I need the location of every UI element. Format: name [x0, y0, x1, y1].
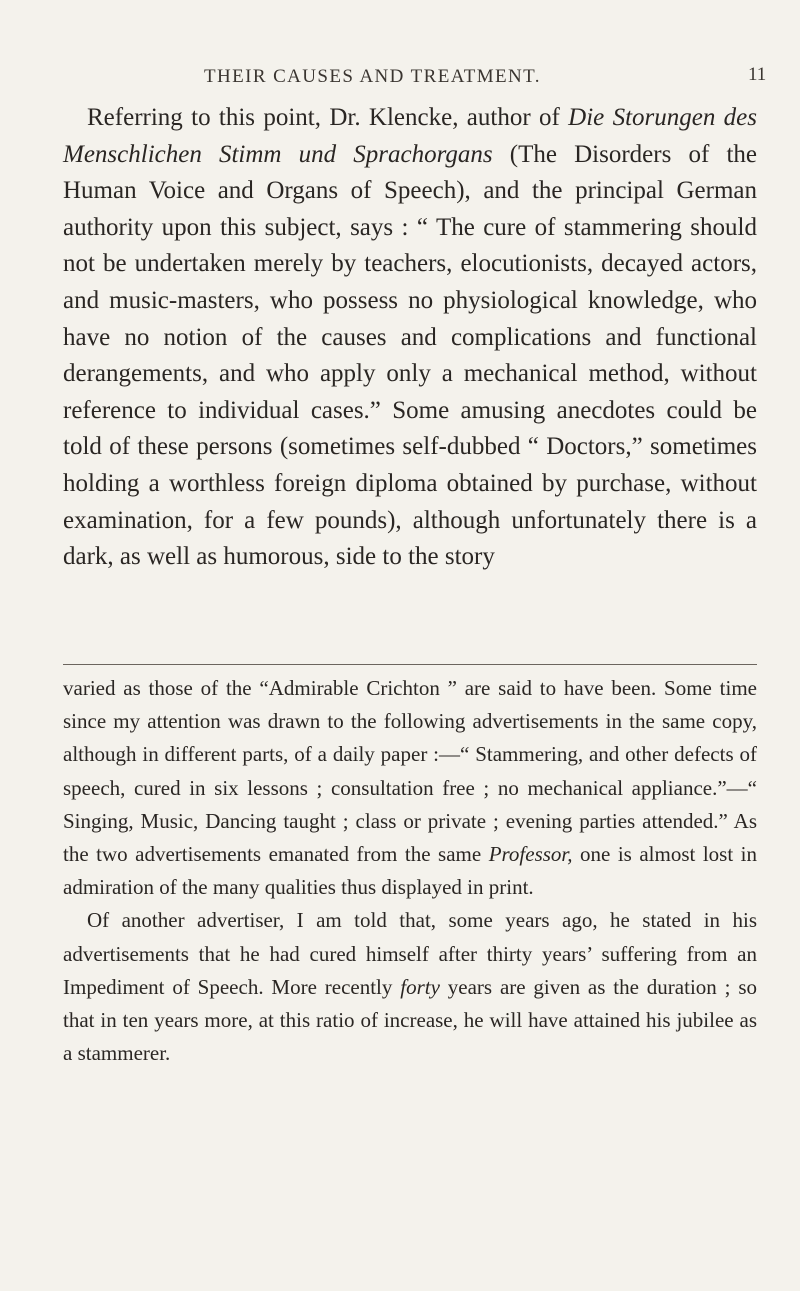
footnote-p2-lead: Of another advertiser, I am told that, some years ago, he stated in his advertisements that he had cured himself after thirty years’ suffering from an Impediment of Speech. More recently — [63, 908, 757, 999]
main-paragraph-body: (The Disorders of the Human Voice and Organs of Speech), and the principal German authority upon this subject, says : “ The cure of stammering should not be undertaken merely by teachers, elocutionists, decayed actors, and music-masters, who possess no physiological knowledge, who have no notion of the causes and complications and functional derangements, and who apply only a mechanical method, without reference to individual cases.” Some amusing anecdotes could be told of these persons (sometimes self-dubbed “ Doctors,” sometimes holding a worthless foreign diploma obtained by purchase, without examination, for a few pounds), although unfortunately there is a dark, as well as humorous, side to the story — [63, 140, 758, 571]
main-text — [63, 100, 757, 576]
footnote — [63, 672, 757, 1070]
book-title: Die Storungen des Menschlichen Stimm und Sprachorgans — [63, 104, 757, 168]
footnote-divider — [63, 664, 757, 665]
page-number: 11 — [748, 64, 767, 85]
footnote-paragraph-2 — [63, 904, 757, 1070]
footnote-p1-lead: varied as those of the “Admirable Crichton ” are said to have been. Some time since my attention was drawn to the following advertisements in the same copy, although in different parts, of a daily paper :—“ Stammering, and other defects of speech, cured in six lessons ; consultation free ; no mechanical appliance.”—“ Singing, Music, Dancing taught ; class or private ; evening parties attended.” As the two advertisements emanated from the same — [63, 676, 757, 867]
main-paragraph-lead: Referring to this point, Dr. Klencke, author of — [87, 104, 569, 131]
footnote-paragraph-1 — [63, 672, 757, 904]
main-paragraph — [63, 100, 757, 576]
footnote-p2-tail: years are given as the duration ; so that in ten years more, at this ratio of increase, he will have attained his jubilee as a stammerer. — [63, 974, 757, 1066]
footnote-p2-emphasis: forty — [400, 974, 440, 999]
footnote-p1-tail: one is almost lost in admiration of the many qualities thus displayed in print. — [63, 842, 758, 900]
footnote-p1-emphasis: Professor, — [488, 842, 573, 867]
running-head: THEIR CAUSES AND TREATMENT. — [204, 66, 541, 87]
